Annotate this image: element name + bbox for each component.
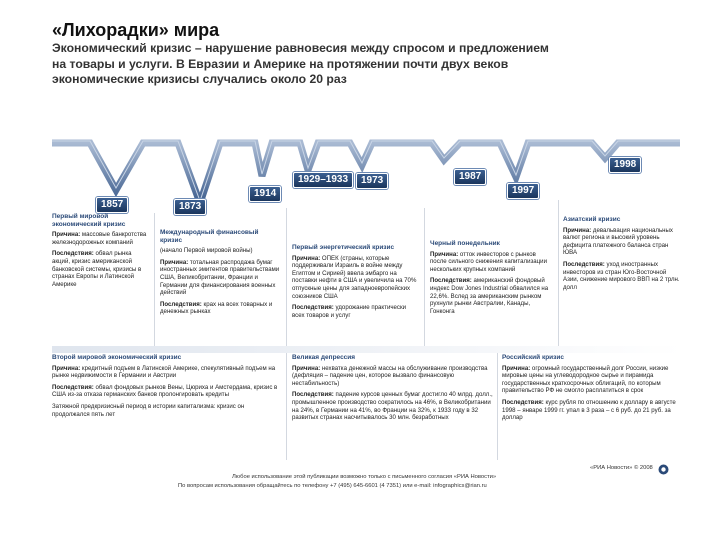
crisis-1857-box: Первый мировой экономический кризис Причина: массовые банкротства железнодорожных компаний Последствия: обвал рынка акций, кризис американской банковской системы, кризисы в странах Европы и Латинской Америке	[52, 213, 150, 345]
divider	[558, 200, 559, 348]
row-divider	[52, 346, 682, 353]
footer-contact: По вопросам использования обращайтесь по телефону +7 (495) 645-6601 (4 7351) или e-mail: infographics@rian.ru	[178, 483, 487, 489]
crisis-heading: Российский кризис	[502, 354, 565, 361]
crisis-1973-box: Первый энергетический кризис Причина: ОПЕК (страны, которые поддерживали Израиль в войне между Египтом и Сирией) ввела эмбарго на поставки нефти в США и увеличила на 70% отпускные цены для западноевропейских союзников США Последствия: удорожание практически всех товаров и услуг	[292, 244, 420, 346]
year-badge-1973: 1973	[356, 173, 388, 189]
page-title: «Лихорадки» мира	[52, 20, 220, 40]
year-badge-1987: 1987	[454, 169, 486, 185]
crisis-1929-box: Великая депрессия Причина: нехватка денежной массы на обслуживание производства (дефляция – падение цен, которое вызвало финансовую нестабильность) Последствия: падение курсов ценных бумаг достигло 40 млрд. долл., промышленное производство сократилось на 46%, в Великобритании на 24%, в Германии на 41%, во Франции на 32%, к 1933 году в 32 развитых странах насчитывалось 30 млн. безработных	[292, 354, 493, 422]
crisis-1987-box: Черный понедельник Причина: отток инвесторов с рынков после сильного снижения капитализации нескольких крупных компаний Последствия: американский фондовый индекс Dow Jones Industrial обвалился на 22,6%. Вслед за американским рынком рухнули рынки Австралии, Канады, Гонконга	[430, 240, 554, 346]
year-badge-1914: 1914	[249, 186, 281, 202]
ria-logo-icon	[658, 464, 669, 475]
footer-notice: Любое использование этой публикации возможно только с письменного согласия «РИА Новости»	[232, 474, 497, 480]
crisis-heading: Великая депрессия	[292, 354, 356, 361]
year-badge-1997: 1997	[507, 183, 539, 199]
crisis-1914-box: Второй мировой экономический кризис Причина: кредитный подъем в Латинской Америке, спекулятивный подъем на рынке недвижимости в Германии и Австрии Последствия: обвал фондовых рынков Вены, Цюриха и Амстердама, кризис в США из-за отказа германских банков пролонгировать кредиты Затяжной предкризисный период в истории капитализма: кризис он продолжался пять лет	[52, 354, 282, 460]
divider	[286, 352, 287, 460]
crisis-heading: Азиатский кризис	[563, 216, 621, 223]
subtitle-line: Экономический кризис – нарушение равновесия между спросом и предложением	[52, 41, 549, 55]
subtitle-line: экономические кризисы случались около 20 раз	[52, 72, 347, 86]
divider	[497, 352, 498, 460]
subtitle-line: на товары и услуги. В Евразии и Америке на протяжении почти двух веков	[52, 56, 509, 71]
footer-copyright: «РИА Новости» © 2008	[590, 465, 653, 471]
year-badge-1873: 1873	[174, 199, 206, 215]
divider	[286, 208, 287, 348]
crisis-1873-box: Международный финансовый кризис (начало Первой мировой войны) Причина: тотальная распродажа бумаг иностранных эмитентов правительствами США, Великобритании, Франции и Германии для финансирования военных действий Последствия: крах на всех товарных и денежных рынках	[160, 229, 282, 345]
year-badge-1998: 1998	[609, 157, 641, 173]
crisis-heading: Второй мировой экономический кризис	[52, 354, 182, 361]
crisis-heading: Международный финансовый кризис	[160, 229, 259, 244]
year-badge-1857: 1857	[96, 197, 128, 213]
crisis-1997-box: Азиатский кризис Причина: девальвация национальных валют региона и высокий уровень дефицита платежного баланса стран ЮВА Последствия: уход иностранных инвесторов из стран Юго-Восточной Азии, снижение мирового ВВП на 2 трлн. долл	[563, 216, 680, 291]
crisis-1998-box: Российский кризис Причина: огромный государственный долг России, низкие мировые цены на углеводородное сырье и пирамида государственных краткосрочных облигаций, по которым правительство РФ не смогло расплатиться в срок Последствия: курс рубля по отношению к доллару в августе 1998 – январе 1999 гг. упал в 3 раза – с 6 руб. до 21 руб. за доллар	[502, 354, 682, 460]
crisis-heading: Первый энергетический кризис	[292, 244, 395, 251]
crisis-heading: Первый мировой экономический кризис	[52, 213, 126, 228]
divider	[424, 208, 425, 348]
divider	[154, 213, 155, 348]
year-badge-1929: 1929–1933	[293, 172, 353, 188]
crisis-heading: Черный понедельник	[430, 240, 500, 247]
